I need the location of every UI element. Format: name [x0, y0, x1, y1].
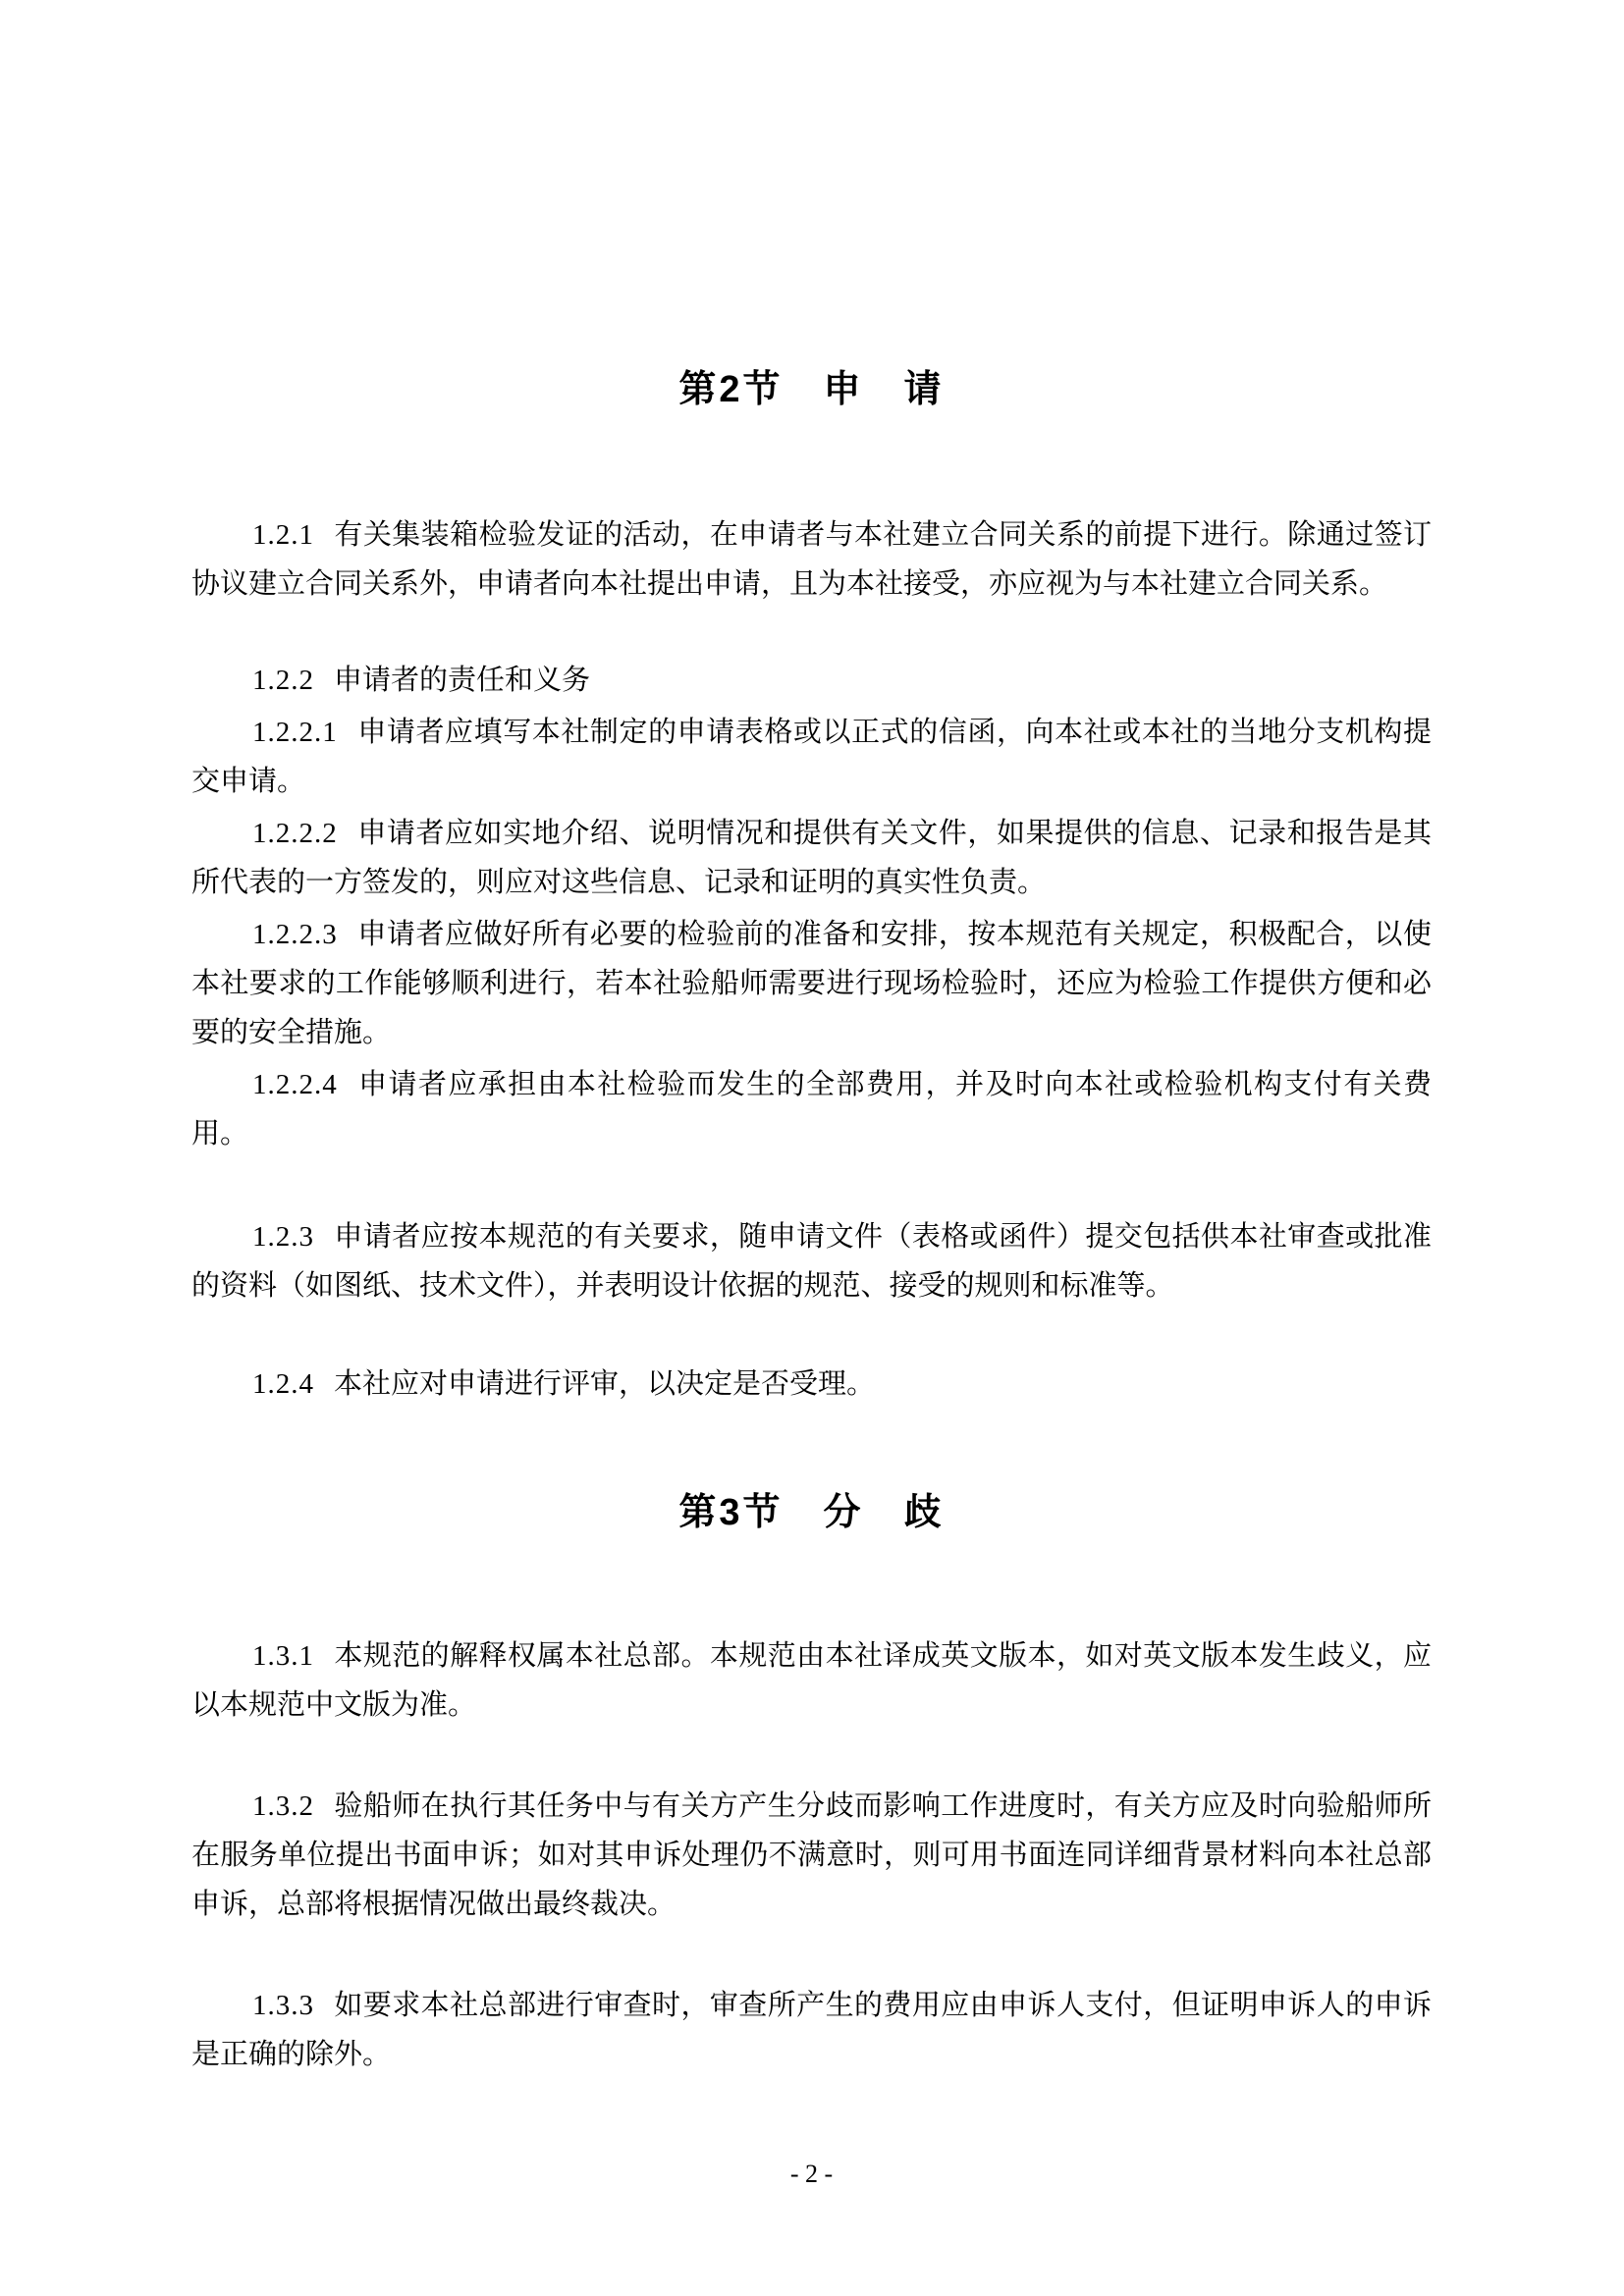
clause-text: 如要求本社总部进行审查时，审查所产生的费用应由申诉人支付，但证明申诉人的申诉是正确的除外。 — [191, 1990, 1432, 2070]
clause-1-3-3 — [191, 1981, 1432, 2079]
clause-number: 1.3.2 — [252, 1790, 314, 1822]
clause-number: 1.2.2 — [252, 665, 314, 696]
clause-number: 1.2.2.1 — [252, 717, 338, 748]
clause-number: 1.2.2.3 — [252, 919, 338, 950]
section-2-title: 第2节 申 请 — [678, 369, 945, 410]
clause-text: 申请者的责任和义务 — [334, 665, 591, 696]
clause-text: 申请者应按本规范的有关要求，随申请文件（表格或函件）提交包括供本社审查或批准的资料（如图纸、技术文件），并表明设计依据的规范、接受的规则和标准等。 — [191, 1221, 1432, 1302]
page-number: - 2 - — [789, 2160, 834, 2188]
clause-1-2-2-2 — [191, 809, 1432, 907]
clause-1-2-4 — [191, 1360, 1432, 1409]
section-3-title: 第3节 分 歧 — [678, 1492, 945, 1533]
clause-1-3-1 — [191, 1631, 1432, 1730]
clause-number: 1.2.2.2 — [252, 818, 338, 849]
clause-number: 1.2.1 — [252, 519, 314, 551]
clause-text: 本规范的解释权属本社总部。本规范由本社译成英文版本，如对英文版本发生歧义，应以本规范中文版为准。 — [191, 1640, 1432, 1721]
clause-number: 1.2.3 — [252, 1221, 314, 1253]
clause-1-2-2-1 — [191, 708, 1432, 806]
clause-1-2-1 — [191, 510, 1432, 609]
clause-number: 1.2.2.4 — [252, 1069, 338, 1100]
clause-text: 有关集装箱检验发证的活动，在申请者与本社建立合同关系的前提下进行。除通过签订协议建立合同关系外，申请者向本社提出申请，且为本社接受，亦应视为与本社建立合同关系。 — [191, 519, 1432, 600]
clause-number: 1.2.4 — [252, 1368, 314, 1400]
clause-1-2-2-4 — [191, 1060, 1432, 1158]
clause-text: 申请者应做好所有必要的检验前的准备和安排，按本规范有关规定，积极配合，以使本社要求的工作能够顺利进行，若本社验船师需要进行现场检验时，还应为检验工作提供方便和必要的安全措施。 — [191, 919, 1432, 1048]
clause-text: 申请者应填写本社制定的申请表格或以正式的信函，向本社或本社的当地分支机构提交申请。 — [191, 717, 1432, 797]
clause-1-2-2-3 — [191, 910, 1432, 1057]
clause-text: 本社应对申请进行评审，以决定是否受理。 — [334, 1368, 876, 1400]
clause-text: 申请者应如实地介绍、说明情况和提供有关文件，如果提供的信息、记录和报告是其所代表的一方签发的，则应对这些信息、记录和证明的真实性负责。 — [191, 818, 1432, 898]
clause-number: 1.3.3 — [252, 1990, 314, 2021]
clause-1-2-2 — [191, 656, 1432, 705]
clause-text: 验船师在执行其任务中与有关方产生分歧而影响工作进度时，有关方应及时向验船师所在服务单位提出书面申诉；如对其申诉处理仍不满意时，则可用书面连同详细背景材料向本社总部申诉，总部将根据情况做出最终裁决。 — [191, 1790, 1432, 1920]
clause-1-2-3 — [191, 1212, 1432, 1310]
clause-number: 1.3.1 — [252, 1640, 314, 1672]
clause-text: 申请者应承担由本社检验而发生的全部费用，并及时向本社或检验机构支付有关费用。 — [191, 1069, 1432, 1149]
clause-1-3-2 — [191, 1782, 1432, 1929]
